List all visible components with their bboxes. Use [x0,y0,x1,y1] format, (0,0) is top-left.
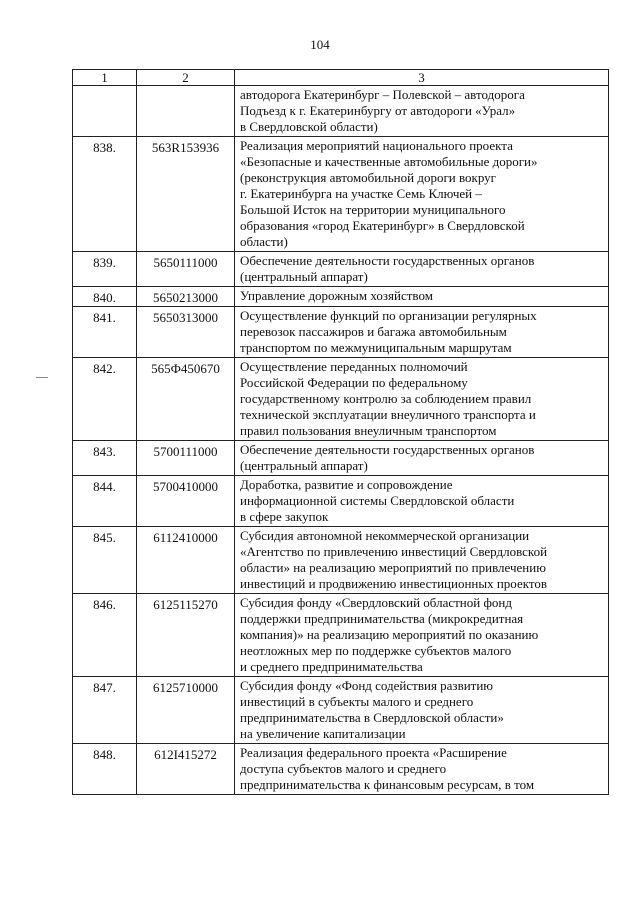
row-name-line: «Агентство по привлечению инвестиций Свердловской [240,544,548,559]
row-name-line: инвестиций в субъекты малого и среднего [240,694,474,709]
row-code: 612I415272 [137,744,235,795]
margin-mark [36,377,48,378]
row-number: 840. [73,287,137,307]
row-code: 5700111000 [137,441,235,476]
row-name-line: (реконструкция автомобильной дороги вокруг [240,170,497,185]
row-code: 5650111000 [137,252,235,287]
budget-table [72,69,609,795]
row-number: 847. [73,677,137,744]
table-row [73,527,609,594]
row-number: 839. [73,252,137,287]
row-name [235,527,609,594]
row-name-line: перевозок пассажиров и багажа автомобильным [240,324,507,339]
row-name-line: в сфере закупок [240,509,329,524]
row-name-line: доступа субъектов малого и среднего [240,761,447,776]
table-row [73,287,609,307]
row-name-line: поддержки предпринимательства (микрокредитная [240,611,524,626]
row-number: 848. [73,744,137,795]
row-name-line: «Безопасные и качественные автомобильные дороги» [240,154,538,169]
row-code: 6125710000 [137,677,235,744]
row-name-line: г. Екатеринбурга на участке Семь Ключей – [240,186,482,201]
column-header-number: 1 [73,70,137,86]
row-name [235,287,609,307]
row-name-line: Российской Федерации по федеральному [240,375,468,390]
row-name-line: Доработка, развитие и сопровождение [240,477,453,492]
table-row [73,677,609,744]
table-header-row [73,70,609,86]
table-row [73,476,609,527]
row-name-line: Управление дорожным хозяйством [240,288,433,303]
row-name [235,86,609,137]
row-name-line: Большой Исток на территории муниципального [240,202,506,217]
row-name-line: в Свердловской области) [240,119,378,134]
table-row [73,358,609,441]
table-body [73,70,609,795]
column-header-name: 3 [235,70,609,86]
row-name-line: области» на реализацию мероприятий по привлечению [240,560,546,575]
row-name-line: Субсидия фонду «Фонд содействия развитию [240,678,494,693]
row-name-line: (центральный аппарат) [240,269,368,284]
row-name-line: информационной системы Свердловской области [240,493,515,508]
row-name-line: Реализация федерального проекта «Расширение [240,745,507,760]
row-code [137,86,235,137]
row-name-line: Осуществление функций по организации регулярных [240,308,537,323]
row-name-line: правил пользования внеуличным транспортом [240,423,497,438]
row-name-line: технической эксплуатации внеуличного транспорта и [240,407,536,422]
row-name-line: на увеличение капитализации [240,726,406,741]
row-name-line: Субсидия фонду «Свердловский областной фонд [240,595,512,610]
row-name [235,594,609,677]
row-name-line: Подъезд к г. Екатеринбургу от автодороги «Урал» [240,103,516,118]
row-name [235,476,609,527]
row-code: 5650313000 [137,307,235,358]
row-number: 846. [73,594,137,677]
row-name-line: инвестиций и продвижению инвестиционных проектов [240,576,548,591]
row-name-line: предпринимательства к финансовым ресурсам, в том [240,777,535,792]
row-name [235,252,609,287]
row-name-line: неотложных мер по поддержке субъектов малого [240,643,512,658]
row-number: 838. [73,137,137,252]
row-name-line: Субсидия автономной некоммерческой организации [240,528,530,543]
table-row [73,307,609,358]
row-code: 6112410000 [137,527,235,594]
row-number: 844. [73,476,137,527]
row-name [235,307,609,358]
table-row [73,137,609,252]
row-name [235,744,609,795]
row-name-line: Осуществление переданных полномочий [240,359,468,374]
table-row [73,594,609,677]
row-code: 5650213000 [137,287,235,307]
row-name-line: и среднего предпринимательства [240,659,423,674]
row-name-line: области) [240,234,288,249]
table-row [73,86,609,137]
row-code: 5700410000 [137,476,235,527]
row-code: 563R153936 [137,137,235,252]
row-number: 843. [73,441,137,476]
row-number [73,86,137,137]
row-code: 565Ф450670 [137,358,235,441]
row-name [235,441,609,476]
row-name-line: Реализация мероприятий национального проекта [240,138,513,153]
row-name-line: автодорога Екатеринбург – Полевской – автодорога [240,87,525,102]
row-name-line: предпринимательства в Свердловской области» [240,710,504,725]
row-name-line: образования «город Екатеринбург» в Свердловской [240,218,525,233]
column-header-code: 2 [137,70,235,86]
row-number: 842. [73,358,137,441]
row-name [235,137,609,252]
row-name-line: транспортом по межмуниципальным маршрутам [240,340,512,355]
table-row [73,252,609,287]
row-name-line: (центральный аппарат) [240,458,368,473]
table-row [73,744,609,795]
row-name-line: компания)» на реализацию мероприятий по оказанию [240,627,539,642]
row-name-line: государственному контролю за соблюдением правил [240,391,532,406]
table-row [73,441,609,476]
row-name-line: Обеспечение деятельности государственных органов [240,442,535,457]
row-name [235,358,609,441]
page-number: 104 [310,37,330,52]
row-number: 845. [73,527,137,594]
row-name-line: Обеспечение деятельности государственных органов [240,253,535,268]
row-name [235,677,609,744]
row-number: 841. [73,307,137,358]
row-code: 6125115270 [137,594,235,677]
